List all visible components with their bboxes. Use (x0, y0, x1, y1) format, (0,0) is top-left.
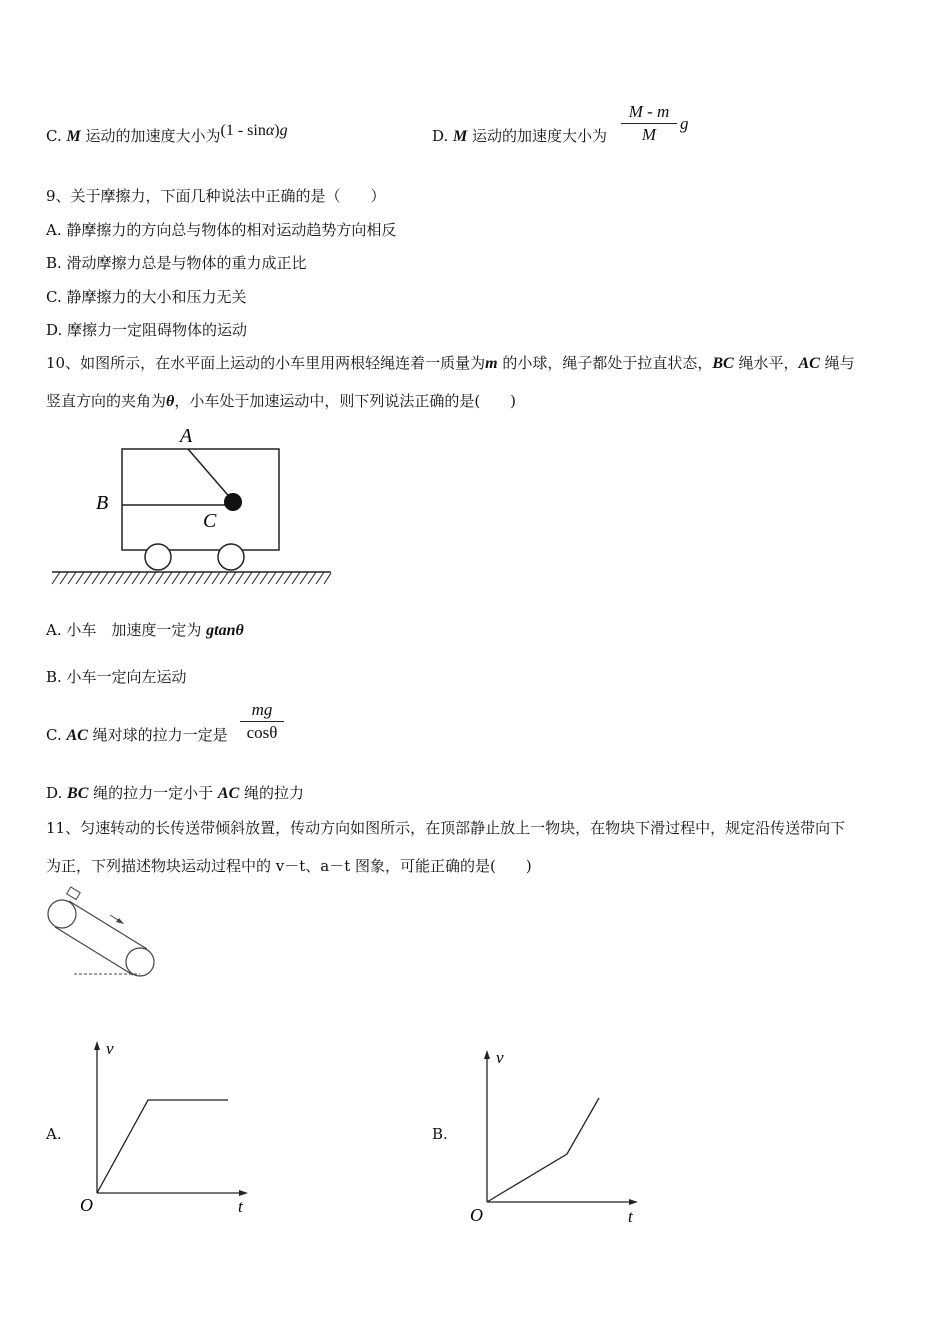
formula-gtan-theta: gtanθ (206, 622, 244, 639)
stem-text: 竖直方向的夹角为 (46, 392, 167, 410)
variable-ac: AC (217, 785, 240, 802)
q10-option-b: B. 小车一定向左运动 (46, 668, 187, 686)
q9-option-a: A. 静摩擦力的方向总与物体的相对运动趋势方向相反 (46, 221, 397, 239)
graph-b-y-arrowhead (484, 1050, 490, 1059)
variable-ac: AC (66, 727, 88, 744)
option-text: 运动的加速度大小为 (467, 127, 608, 145)
fraction-numerator: M - m (621, 101, 677, 124)
graph-b-curve (487, 1098, 599, 1202)
stem-text: ，小车处于加速运动中，则下列说法正确的是( ) (174, 392, 517, 410)
fraction-denominator: cosθ (246, 723, 278, 742)
q11-stem-line2: 为正，下列描述物块运动过程中的 v－t、a－t 图象，可能正确的是( ) (46, 857, 532, 875)
q9-option-b: B. 滑动摩擦力总是与物体的重力成正比 (46, 254, 307, 272)
graph-a-label: A. (46, 1125, 62, 1143)
g-symbol: g (279, 122, 288, 139)
variable-bc: BC (712, 355, 734, 372)
graph-a-x-label: t (238, 1197, 243, 1216)
variable-bc: BC (67, 785, 89, 802)
graph-b-origin: O (470, 1205, 483, 1225)
theta-symbol: θ (166, 393, 175, 410)
label-c: C (203, 510, 217, 532)
option-text: 绳对球的拉力一定是 (87, 726, 228, 744)
option-text: 运动的加速度大小为 (80, 127, 221, 145)
variable-ac: AC (798, 355, 820, 372)
label-a: A (180, 425, 193, 447)
q9-option-d: D. 摩擦力一定阻碍物体的运动 (46, 321, 248, 339)
graph-b-y-label: v (496, 1048, 504, 1067)
option-text: 绳的拉力 (239, 784, 305, 802)
stem-text: 10、如图所示，在水平面上运动的小车里用两根轻绳连着一质量为 (46, 354, 486, 372)
formula-close: ) (274, 122, 280, 139)
variable-m: M (66, 128, 81, 145)
option-letter: D. (46, 784, 68, 802)
q9-stem: 9、关于摩擦力，下面几种说法中正确的是（ ） (46, 187, 386, 205)
variable-m: m (485, 355, 498, 372)
fraction-numerator: mg (240, 699, 284, 722)
option-letter: C. (46, 726, 67, 744)
q11-stem-line1: 11、匀速转动的长传送带倾斜放置，传动方向如图所示，在顶部静止放上一物块，在物块下滑过程中，规定沿传送带向下 (46, 819, 846, 837)
option-letter: C. (46, 127, 67, 145)
formula-part: (1 - sin (220, 122, 266, 139)
graph-b-x-arrowhead (629, 1199, 638, 1205)
label-b: B (96, 492, 109, 514)
g-symbol: g (680, 114, 689, 133)
graph-a-origin: O (80, 1195, 93, 1215)
graph-a-y-label: v (106, 1039, 114, 1058)
option-letter: D. (432, 127, 454, 145)
option-text: 绳的拉力一定小于 (88, 784, 218, 802)
option-text: A. 小车 加速度一定为 (46, 621, 207, 639)
variable-m: M (453, 128, 468, 145)
stem-text: 绳与 (819, 354, 855, 372)
alpha-symbol: α (265, 122, 275, 139)
fraction-denominator: M (641, 125, 657, 144)
stem-text: 绳水平， (733, 354, 799, 372)
stem-text: 的小球，绳子都处于拉直状态， (497, 354, 713, 372)
q9-option-c: C. 静摩擦力的大小和压力无关 (46, 288, 247, 306)
graph-b-label: B. (432, 1125, 448, 1143)
graph-b-x-label: t (628, 1207, 633, 1226)
